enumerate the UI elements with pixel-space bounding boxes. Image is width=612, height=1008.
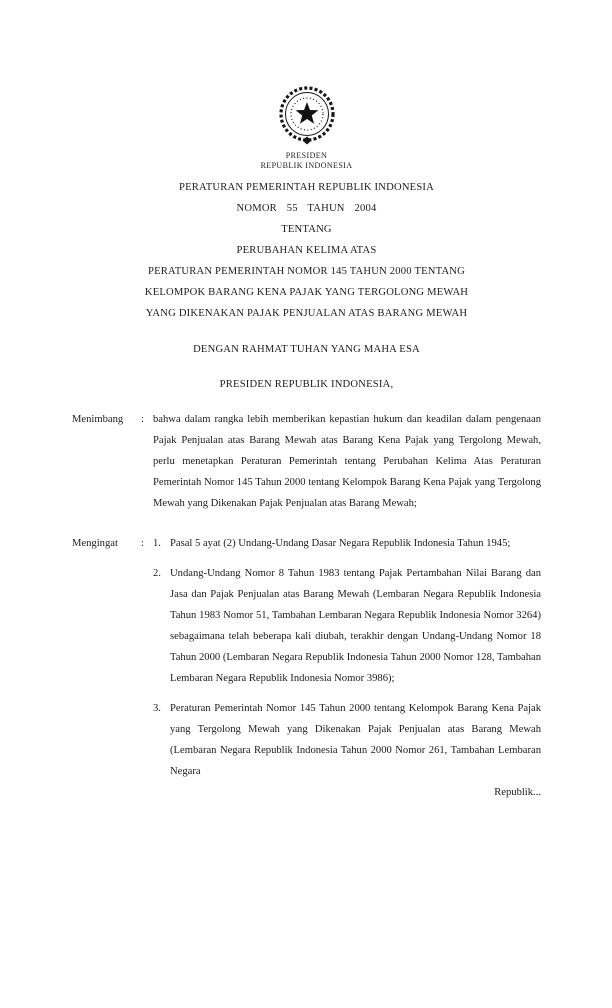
star-wreath-icon <box>275 84 339 148</box>
mengingat-item-3-number: 3. <box>153 703 161 714</box>
title-subject-line-2: YANG DIKENAKAN PAJAK PENJUALAN ATAS BARANG MEWAH <box>145 308 468 319</box>
menimbang-label: Menimbang <box>72 414 124 425</box>
mengingat-item-3-text: Peraturan Pemerintah Nomor 145 Tahun 2000 tentang Kelompok Barang Kena Pajak yang Tergolong Mewah yang Dikenakan Pajak Penjualan atas Barang Mewah (Lembaran Negara Republik Indonesia Tahun 2000 Nomor 261, Tambahan Lembaran Negara <box>170 703 541 777</box>
mengingat-label: Mengingat <box>72 538 118 549</box>
mengingat-item-1 <box>153 533 541 554</box>
mengingat-item-2 <box>153 563 541 689</box>
mengingat-section <box>72 533 541 803</box>
garuda-emblem <box>72 84 541 148</box>
letterhead <box>72 151 541 170</box>
invocation-line: DENGAN RAHMAT TUHAN YANG MAHA ESA <box>193 344 420 355</box>
mengingat-item-2-text: Undang-Undang Nomor 8 Tahun 1983 tentang Pajak Pertambahan Nilai Barang dan Jasa dan Pajak Penjualan atas Barang Mewah (Lembaran Negara Republik Indonesia Tahun 1983 Nomor 51, Tambahan Lembaran Negara Republik Indonesia Nomor 3264) sebagaimana telah beberapa kali diubah, terakhir dengan Undang-Undang Nomor 18 Tahun 2000 (Lembaran Negara Republik Indonesia Tahun 2000 Nomor 128, Tambahan Lembaran Negara Republik Indonesia Nomor 3986); <box>170 568 541 684</box>
mengingat-colon: : <box>141 538 144 549</box>
document-body <box>72 409 541 803</box>
letterhead-republik-indonesia: REPUBLIK INDONESIA <box>260 160 353 170</box>
mengingat-item-1-text: Pasal 5 ayat (2) Undang-Undang Dasar Negara Republik Indonesia Tahun 1945; <box>170 538 511 549</box>
authority-line: PRESIDEN REPUBLIK INDONESIA, <box>219 379 394 390</box>
title-number-year: NOMOR 55 TAHUN 2004 <box>236 203 377 214</box>
title-tentang: TENTANG <box>281 224 332 235</box>
title-amendment: PERUBAHAN KELIMA ATAS <box>236 245 377 256</box>
mengingat-item-3 <box>153 698 541 782</box>
menimbang-section <box>72 409 541 514</box>
title-regulation: PERATURAN PEMERINTAH REPUBLIK INDONESIA <box>178 182 435 193</box>
mengingat-list <box>153 533 541 803</box>
menimbang-colon: : <box>141 414 144 425</box>
mengingat-item-2-number: 2. <box>153 568 161 579</box>
catchword: Republik... <box>494 787 541 798</box>
menimbang-text: bahwa dalam rangka lebih memberikan kepastian hukum dan keadilan dalam pengenaan Pajak Penjualan atas Barang Mewah atas Barang Kena Pajak yang Tergolong Mewah, perlu menetapkan Peraturan Pemerintah tentang Perubahan Kelima Atas Peraturan Pemerintah Nomor 145 Tahun 2000 tentang Kelompok Barang Kena Pajak yang Tergolong Mewah yang Dikenakan Pajak Penjualan atas Barang Mewah; <box>153 414 541 509</box>
letterhead-presiden: PRESIDEN <box>285 151 328 160</box>
title-block <box>72 177 541 324</box>
title-reference-regulation: PERATURAN PEMERINTAH NOMOR 145 TAHUN 2000 TENTANG <box>147 266 466 277</box>
title-subject-line-1: KELOMPOK BARANG KENA PAJAK YANG TERGOLONG MEWAH <box>144 287 469 298</box>
mengingat-item-1-number: 1. <box>153 538 161 549</box>
